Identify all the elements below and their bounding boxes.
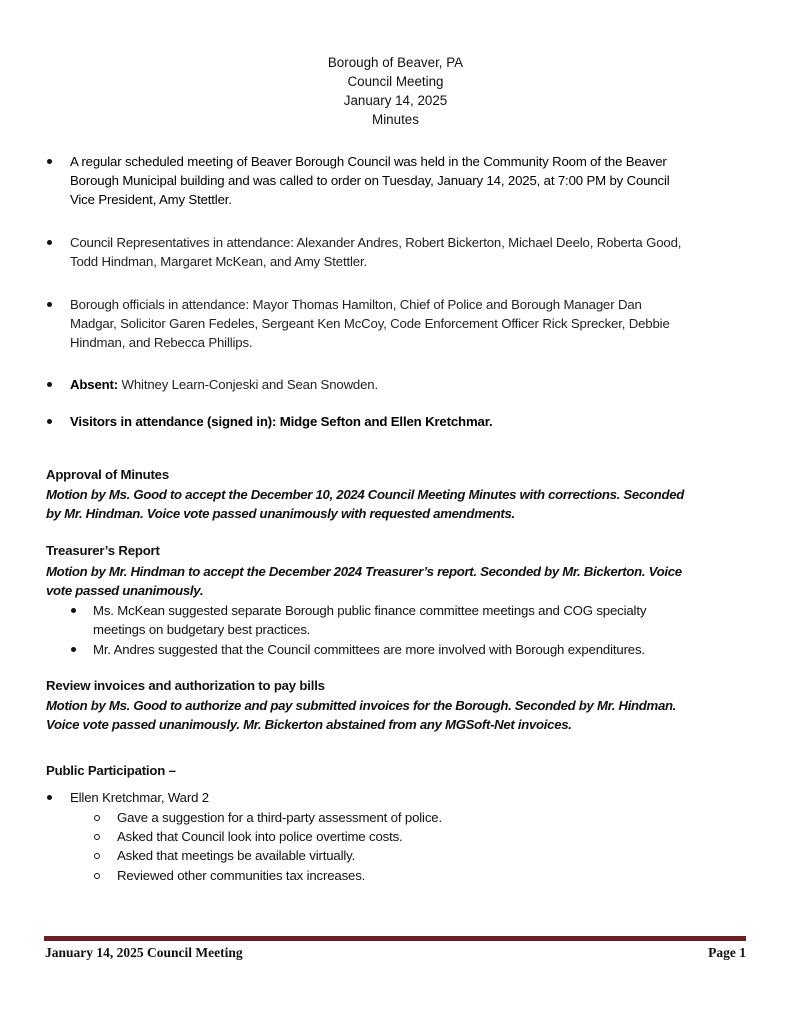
page-number: Page 1 (708, 945, 746, 960)
header-meeting-type: Council Meeting (347, 74, 444, 89)
bullet-icon (47, 159, 52, 164)
treasurer-note-1-line-2: meetings on budgetary best practices. (93, 622, 311, 637)
bullet-icon (47, 302, 52, 307)
council-reps-line-2: Todd Hindman, Margaret McKean, and Amy Stettler. (70, 254, 367, 269)
absent-names: Whitney Learn-Conjeski and Sean Snowden. (118, 377, 379, 392)
treasurer-motion-line-2: vote passed unanimously. (46, 583, 204, 598)
speaker-item-1: Gave a suggestion for a third-party assessment of police. (117, 810, 442, 825)
bullet-icon (71, 647, 76, 652)
speaker-item-3: Asked that meetings be available virtually. (117, 848, 356, 863)
circle-bullet-icon (94, 815, 100, 821)
bullet-icon (71, 608, 76, 613)
treasurer-heading: Treasurer’s Report (46, 543, 160, 558)
header-minutes: Minutes (372, 112, 419, 127)
header-date: January 14, 2025 (343, 93, 448, 108)
public-participation-heading: Public Participation – (46, 763, 176, 778)
header-borough: Borough of Beaver, PA (327, 55, 464, 70)
treasurer-note-1-line-1: Ms. McKean suggested separate Borough public finance committee meetings and COG specialty (93, 603, 647, 618)
bullet-icon (47, 419, 52, 424)
bullet-icon (47, 795, 52, 800)
treasurer-motion-line-1: Motion by Mr. Hindman to accept the December 2024 Treasurer’s report. Seconded by Mr. Bickerton. Voice (46, 564, 682, 579)
bullet-icon (47, 382, 52, 387)
speaker-item-2: Asked that Council look into police overtime costs. (117, 829, 403, 844)
absent-label: Absent: (70, 377, 119, 392)
circle-bullet-icon (94, 873, 100, 879)
officials-line-1: Borough officials in attendance: Mayor Thomas Hamilton, Chief of Police and Borough Manager Dan (70, 297, 642, 312)
footer-rule (44, 936, 746, 941)
invoices-motion-line-1: Motion by Ms. Good to authorize and pay submitted invoices for the Borough. Seconded by Mr. Hindman. (46, 698, 677, 713)
call-to-order-line-3: Vice President, Amy Stettler. (70, 192, 232, 207)
approval-motion-line-2: by Mr. Hindman. Voice vote passed unanimously with requested amendments. (46, 506, 515, 521)
absent-item (70, 375, 378, 394)
invoices-motion-line-2: Voice vote passed unanimously. Mr. Bickerton abstained from any MGSoft-Net invoices. (46, 717, 572, 732)
footer-meeting-label: January 14, 2025 Council Meeting (45, 945, 243, 960)
speaker-item-4: Reviewed other communities tax increases. (117, 868, 366, 883)
speaker-name: Ellen Kretchmar, Ward 2 (70, 790, 209, 805)
treasurer-note-2: Mr. Andres suggested that the Council committees are more involved with Borough expenditures. (93, 642, 645, 657)
officials-line-2: Madgar, Solicitor Garen Fedeles, Sergeant Ken McCoy, Code Enforcement Officer Rick Sprecker, Debbie (70, 316, 670, 331)
call-to-order-line-1: A regular scheduled meeting of Beaver Borough Council was held in the Community Room of the Beaver (70, 154, 667, 169)
council-reps-line-1: Council Representatives in attendance: Alexander Andres, Robert Bickerton, Michael Deelo, Roberta Good, (70, 235, 682, 250)
officials-line-3: Hindman, and Rebecca Phillips. (70, 335, 253, 350)
call-to-order-line-2: Borough Municipal building and was called to order on Tuesday, January 14, 2025, at 7:00 PM by Council (70, 173, 670, 188)
circle-bullet-icon (94, 853, 100, 859)
invoices-heading: Review invoices and authorization to pay bills (46, 678, 325, 693)
approval-heading: Approval of Minutes (46, 467, 169, 482)
visitors-item: Visitors in attendance (signed in): Midge Sefton and Ellen Kretchmar. (70, 414, 493, 429)
bullet-icon (47, 240, 52, 245)
circle-bullet-icon (94, 834, 100, 840)
approval-motion-line-1: Motion by Ms. Good to accept the December 10, 2024 Council Meeting Minutes with corrections. Seconded (46, 487, 684, 502)
